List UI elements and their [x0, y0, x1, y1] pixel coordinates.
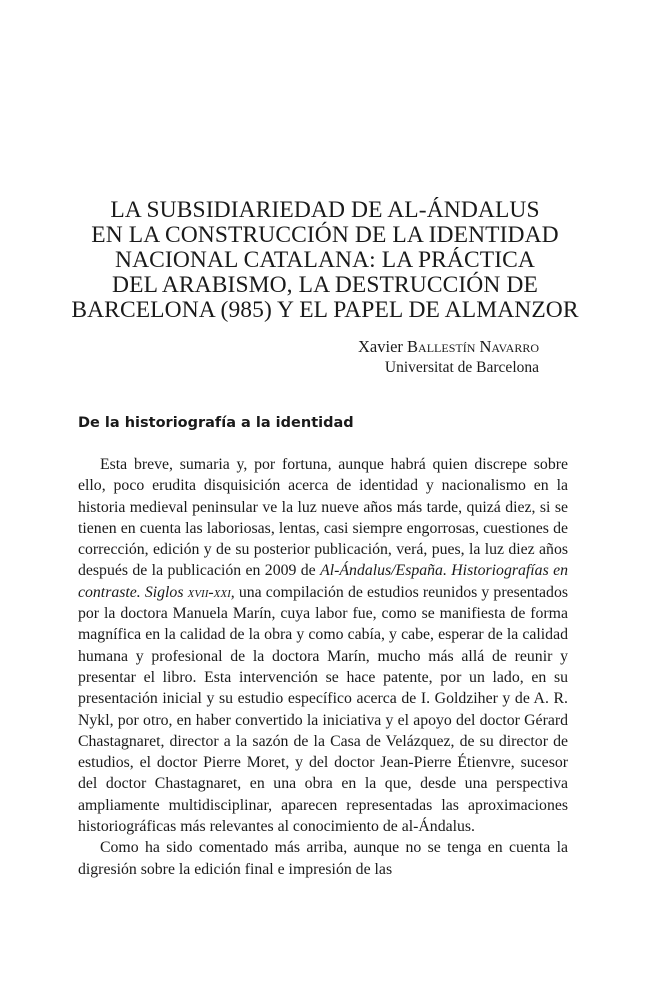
- title-line: LA SUBSIDIARIEDAD DE AL-ÁNDALUS: [110, 197, 540, 223]
- author-last-name: Ballestín Navarro: [407, 337, 539, 356]
- title-line: EN LA CONSTRUCCIÓN DE LA IDENTIDAD: [91, 222, 559, 248]
- book-title: Al-Ándalus/España. Historiografías en contraste. Siglos: [78, 562, 568, 601]
- paragraph: [78, 454, 568, 837]
- paragraph-text: una compilación de estudios reunidos y presentados por la doctora Manuela Marín, cuya labor fue, como se manifiesta de forma magnífica en la calidad de la obra y como cabía, y cabe, esperar de la calidad humana y profesional de la doctora Marín, mucho más allá de reunir y presentar el libro. Esta intervención se hace patente, por un lado, en su presentación inicial y su estudio específico acerca de I. Goldziher y de A. R. Nykl, por otro, en haber convertido la iniciativa y el apoyo del doctor Gérard Chastagnaret, director a la sazón de la Casa de Velázquez, de su director de estudios, el doctor Pierre Moret, y del doctor Jean-Pierre Étienvre, sucesor del doctor Chastagnaret, en una obra en la que, desde una perspectiva ampliamente multidisciplinar, aparecen representadas las aproximaciones historiográficas más relevantes al conocimiento de al-Ándalus.: [78, 583, 568, 836]
- author: [358, 337, 539, 357]
- section-heading: De la historiografía a la identidad: [78, 415, 354, 431]
- author-affiliation: Universitat de Barcelona: [384, 359, 539, 376]
- title-line: BARCELONA (985) Y EL PAPEL DE ALMANZOR: [71, 297, 579, 323]
- title-line: NACIONAL CATALANA: LA PRÁCTICA: [115, 247, 535, 273]
- paragraph: Como ha sido comentado más arriba, aunque no se tenga en cuenta la digresión sobre la edición final e impresión de las: [78, 839, 568, 878]
- paragraph-text: Esta breve, sumaria y, por fortuna, aunque habrá quien discrepe sobre ello, poco erudita disquisición acerca de identidad y nacionalismo en la historia medieval peninsular ve la luz nueve años más tarde, quizá diez, si se tienen en cuenta las laboriosas, lentas, casi siempre engorrosas, cuestiones de corrección, edición y de su posterior publicación, verá, pues, la luz diez años después de la publicación en 2009 de: [78, 456, 568, 580]
- book-title-centuries: xvii-xxi,: [187, 583, 235, 601]
- article-title: [60, 198, 590, 323]
- body-text: [78, 454, 568, 880]
- author-first-name: Xavier: [358, 337, 403, 356]
- title-line: DEL ARABISMO, LA DESTRUCCIÓN DE: [112, 272, 538, 298]
